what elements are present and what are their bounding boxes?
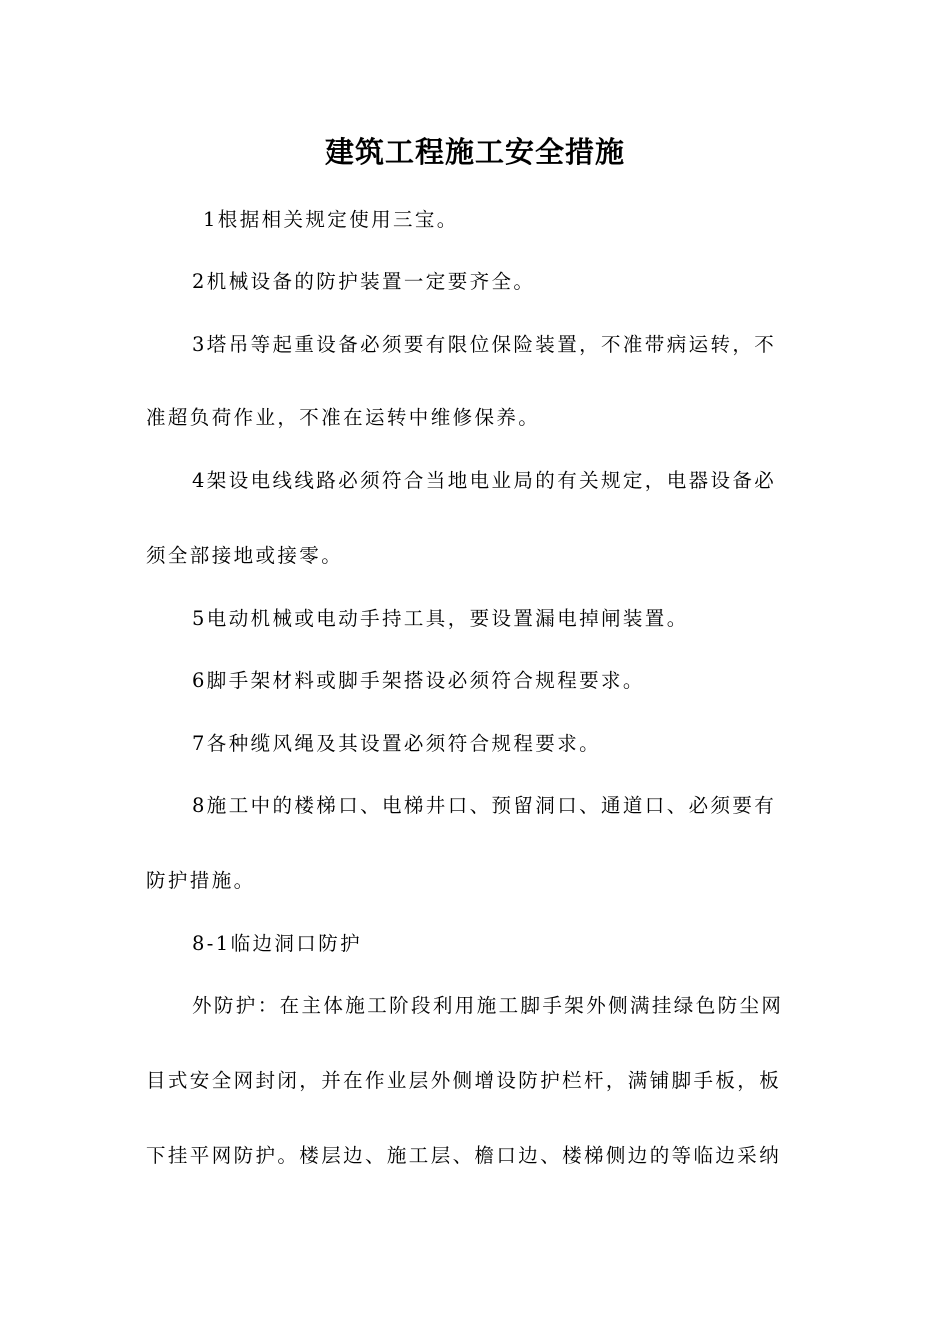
paragraph-line: 4架设电线线路必须符合当地电业局的有关规定，电器设备必 <box>192 469 777 492</box>
section-heading: 8-1临边洞口防护 <box>192 932 363 955</box>
paragraph-line: 准超负荷作业，不准在运转中维修保养。 <box>146 406 541 429</box>
paragraph-line: 防护措施。 <box>146 869 256 892</box>
paragraph-line: 下挂平网防护。楼层边、施工层、檐口边、楼梯侧边的等临边采纳 <box>146 1144 782 1167</box>
document-title: 建筑工程施工安全措施 <box>324 135 625 169</box>
paragraph-line: 外防护：在主体施工阶段利用施工脚手架外侧满挂绿色防尘网 <box>192 994 784 1017</box>
paragraph-line: 8施工中的楼梯口、电梯井口、预留洞口、通道口、必须要有 <box>192 794 777 817</box>
paragraph-line: 3塔吊等起重设备必须要有限位保险装置，不准带病运转，不 <box>192 333 777 356</box>
paragraph-line: 2机械设备的防护装置一定要齐全。 <box>192 270 536 293</box>
paragraph-line: 1根据相关规定使用三宝。 <box>203 208 459 231</box>
paragraph-line: 须全部接地或接零。 <box>146 544 344 567</box>
paragraph-line: 6脚手架材料或脚手架搭设必须符合规程要求。 <box>192 669 645 692</box>
paragraph-line: 目式安全网封闭，并在作业层外侧增设防护栏杆，满铺脚手板，板 <box>146 1069 782 1092</box>
paragraph-line: 7各种缆风绳及其设置必须符合规程要求。 <box>192 732 602 755</box>
paragraph-line: 5电动机械或电动手持工具，要设置漏电掉闸装置。 <box>192 607 689 630</box>
